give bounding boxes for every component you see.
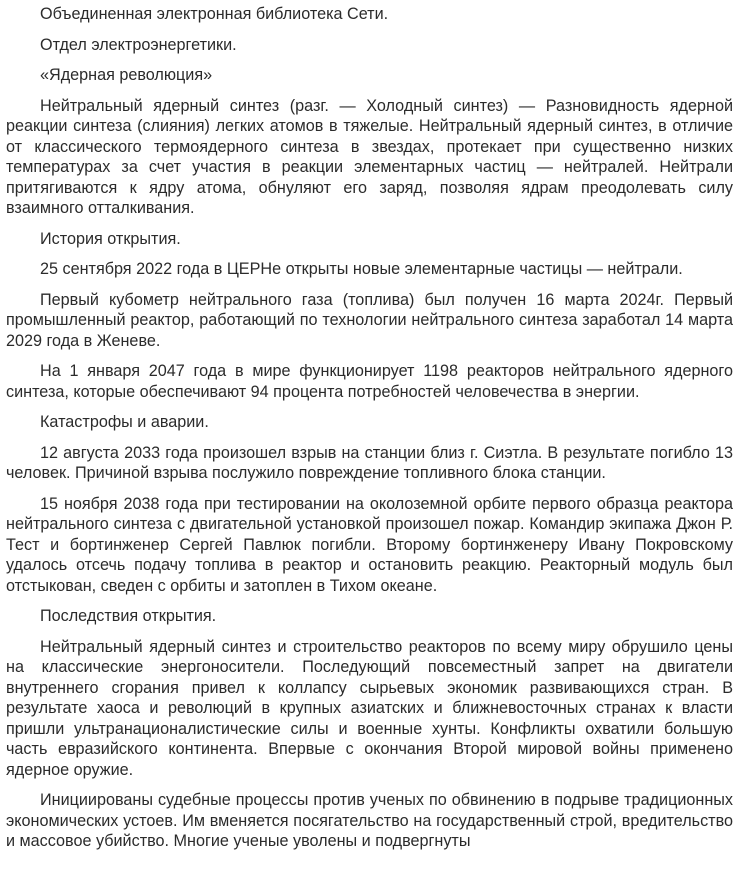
section-heading-consequences: Последствия открытия.	[40, 607, 217, 625]
consequence-paragraph: Нейтральный ядерный синтез и строительство реакторов по всему миру обрушило цены на классические энергоносители. Последующий повсеместный запрет на двигатели внутреннего сгорания привел к коллапсу сырьевых экономик развивающихся стран. В результате хаоса и революций в крупных азиатских и ближневосточных странах к власти пришли ультранационалистические силы и военные хунты. Конфликты охватили большую часть евразийского континента. Впервые с окончания Второй мировой войны применено ядерное оружие.	[6, 637, 733, 779]
accident-paragraph: 12 августа 2033 года произошел взрыв на станции близ г. Сиэтла. В результате погибло 13 человек. Причиной взрыва послужило повреждение топливного блока станции.	[6, 443, 733, 482]
consequence-paragraph: Инициированы судебные процессы против ученых по обвинению в подрыве традиционных экономических устоев. Им вменяется посягательство на государственный строй, вредительство и массовое убийство. Многие ученые уволены и подвергнуты	[6, 791, 733, 850]
section-heading-accidents: Катастрофы и аварии.	[40, 413, 209, 431]
history-paragraph: На 1 января 2047 года в мире функционирует 1198 реакторов нейтрального ядерного синтеза, которые обеспечивают 94 процента потребностей человечества в энергии.	[6, 362, 733, 401]
definition-paragraph: Нейтральный ядерный синтез (разг. — Холодный синтез) — Разновидность ядерной реакции синтеза (слияния) легких атомов в тяжелые. Нейтральный ядерный синтез, в отличие от классического термоядерного синтеза в звездах, протекает при существенно низких температурах за счет участия в реакции элементарных частиц — нейтралей. Нейтрали притягиваются к ядру атома, обнуляют его заряд, позволяя ядрам преодолевать силу взаимного отталкивания.	[6, 96, 733, 217]
accident-paragraph: 15 ноября 2038 года при тестировании на околоземной орбите первого образца реактора нейтрального синтеза с двигательной установкой произошел пожар. Командир экипажа Джон Р. Тест и бортинженер Сергей Павлюк погибли. Второму бортинженеру Ивану Покровскому удалось отсечь подачу топлива в реактор и остановить реакцию. Реакторный модуль был отстыкован, сведен с орбиты и затоплен в Тихом океане.	[6, 494, 733, 595]
history-paragraph: Первый кубометр нейтрального газа (топлива) был получен 16 марта 2024г. Первый промышленный реактор, работающий по технологии нейтрального синтеза заработал 14 марта 2029 года в Женеве.	[6, 290, 733, 350]
department-title: Отдел электроэнергетики.	[40, 35, 237, 54]
library-title: Объединенная электронная библиотека Сети.	[40, 5, 389, 23]
article-title: «Ядерная революция»	[40, 66, 213, 84]
section-heading-history: История открытия.	[40, 229, 181, 248]
history-paragraph: 25 сентября 2022 года в ЦЕРНе открыты новые элементарные частицы — нейтрали.	[40, 260, 683, 278]
